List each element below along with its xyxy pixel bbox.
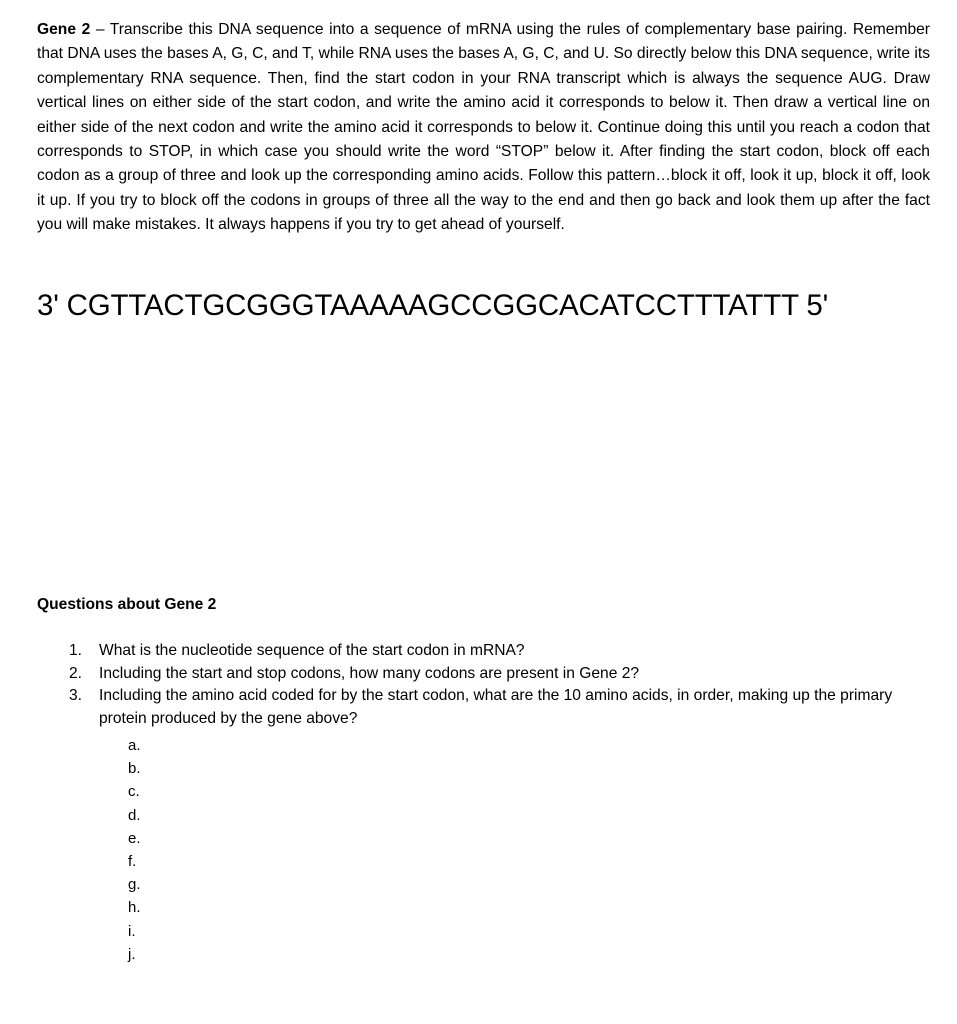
gene-instructions [37,18,930,238]
answer-letter-f: f. [128,852,137,870]
answer-letter-c: c. [128,783,140,801]
answer-letter-list [99,734,926,966]
answer-letter-j: j. [128,945,136,963]
answer-letter-b: b. [128,760,141,778]
question-item [66,640,926,663]
question-number: 1. [69,642,83,659]
gene-label: Gene 2 [37,21,91,38]
question-text: What is the nucleotide sequence of the start codon in mRNA? [99,642,525,659]
question-text: Including the start and stop codons, how many codons are present in Gene 2? [99,664,640,682]
questions-list [66,640,926,966]
answer-letter-d: d. [128,806,141,824]
answer-letter-i: i. [128,922,136,940]
answer-letter-a: a. [128,737,141,754]
answer-letter-e: e. [128,829,141,847]
questions-heading: Questions about Gene 2 [37,596,217,613]
question-number: 3. [69,687,83,704]
question-number: 2. [69,664,83,682]
question-item [66,663,926,686]
question-text: Including the amino acid coded for by the start codon, what are the 10 amino acids, in order, making up the primary protein produced by the gene above? [99,687,893,727]
instructions-text: – Transcribe this DNA sequence into a sequence of mRNA using the rules of complementary base pairing. Remember that DNA uses the bases A, G, C, and T, while RNA uses the bases A, G, C, and U. So directly below this DNA sequence, write its complementary RNA sequence. Then, find the start codon in your RNA transcript which is always the sequence AUG. Draw vertical lines on either side of the start codon, and write the amino acid it corresponds to below it. Then draw a vertical line on either side of the next codon and write the amino acid it corresponds to below it. Continue doing this until you reach a codon that corresponds to STOP, in which case you should write the word “STOP” below it. After finding the start codon, block off each codon as a group of three and look up the corresponding amino acids. Follow this pattern…block it off, look it up, block it off, look it up. If you try to block off the codons in groups of three all the way to the end and then go back and look them up after the fact you will make mistakes. It always happens if you try to get ahead of yourself. [37,21,930,234]
dna-sequence: 3' CGTTACTGCGGGTAAAAAGCCGGCACATCCTTTATTT 5' [37,289,828,322]
answer-letter-h: h. [128,899,141,917]
answer-letter-g: g. [128,876,141,894]
question-item [66,685,926,966]
